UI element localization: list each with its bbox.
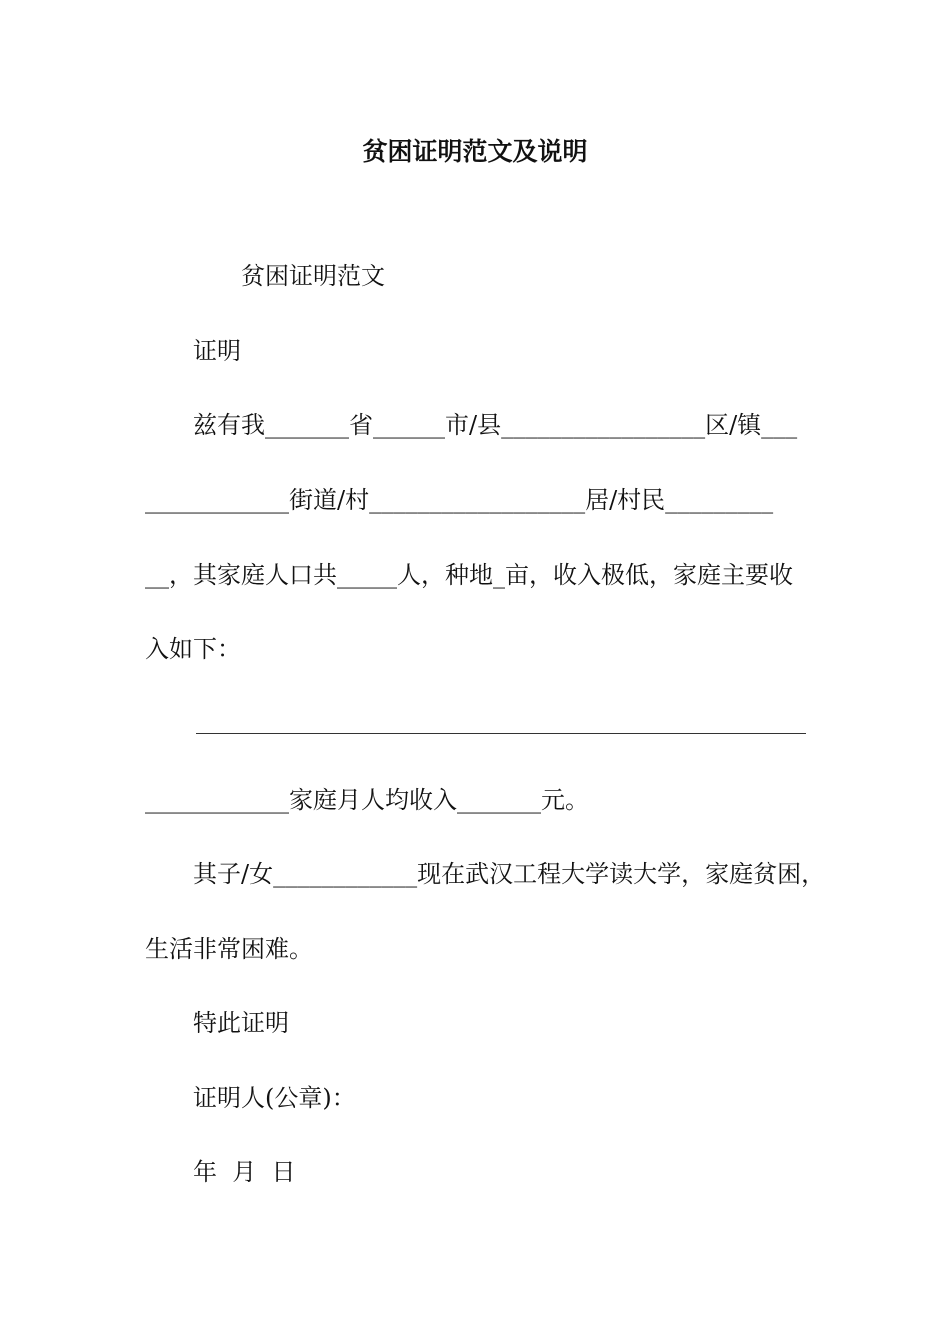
paragraph-1-line-3: __，其家庭人口共_____人，种地_亩，收入极低，家庭主要收 <box>145 561 793 589</box>
closing-statement: 特此证明 <box>193 1009 289 1037</box>
certifier-seal-label: 证明人(公章)： <box>193 1084 356 1112</box>
income-details-blank-line <box>196 733 806 734</box>
paragraph-3-line-2: 生活非常困难。 <box>145 935 313 963</box>
paragraph-3-line-1: 其子/女____________现在武汉工程大学读大学，家庭贫困， <box>193 860 826 888</box>
paragraph-1-line-1: 兹有我_______省______市/县_________________区/镇___ <box>193 411 798 439</box>
date-line: 年 月 日 <box>193 1158 296 1186</box>
document-title: 贫困证明范文及说明 <box>362 137 588 166</box>
paragraph-2-line-1: ____________家庭月人均收入_______元。 <box>145 786 589 814</box>
document-subtitle: 贫困证明范文 <box>241 262 385 290</box>
paragraph-1-line-2: ____________街道/村__________________居/村民_________ <box>145 486 774 514</box>
paragraph-1-line-4: 入如下： <box>145 635 241 663</box>
certificate-heading: 证明 <box>193 337 241 365</box>
